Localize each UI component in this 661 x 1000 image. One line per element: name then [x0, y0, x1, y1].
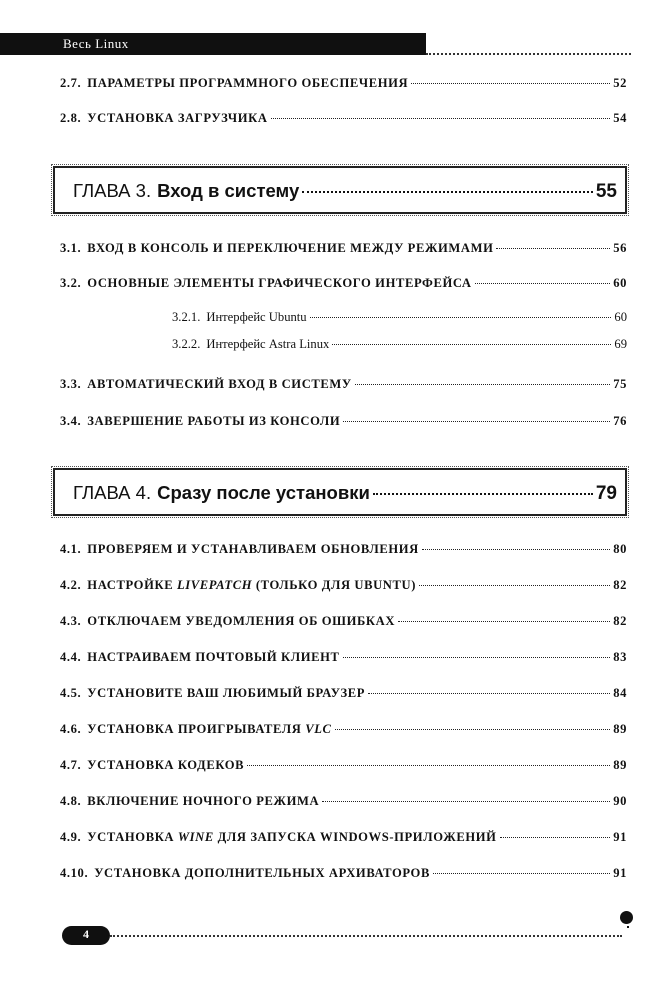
toc-entry-page: 89 [613, 758, 627, 772]
leader-dots [355, 384, 610, 385]
toc-entry-title: ОТКЛЮЧАЕМ УВЕДОМЛЕНИЯ ОБ ОШИБКАХ [87, 614, 396, 628]
toc-entry-title: ЗАВЕРШЕНИЕ РАБОТЫ ИЗ КОНСОЛИ [87, 414, 341, 428]
toc-entry-4-7[interactable] [60, 758, 627, 773]
toc-entry-number: 2.8. [60, 111, 82, 125]
leader-dots [398, 621, 610, 622]
toc-entry-title: УСТАНОВКА КОДЕКОВ [87, 758, 245, 772]
toc-entry-title: ВХОД В КОНСОЛЬ И ПЕРЕКЛЮЧЕНИЕ МЕЖДУ РЕЖИМАМИ [87, 241, 494, 255]
leader-dots [373, 493, 593, 495]
toc-title-part: НАСТРОЙКЕ [87, 578, 177, 592]
chapter-label: ГЛАВА 3. [73, 180, 152, 201]
toc-entry-title: ПАРАМЕТРЫ ПРОГРАММНОГО ОБЕСПЕЧЕНИЯ [87, 76, 409, 90]
toc-entry-page: 52 [613, 76, 627, 90]
toc-entry-2-8[interactable] [60, 111, 627, 126]
toc-title-part: УСТАНОВКА ПРОИГРЫВАТЕЛЯ [87, 722, 306, 736]
leader-dots [475, 283, 611, 284]
toc-entry-title: АВТОМАТИЧЕСКИЙ ВХОД В СИСТЕМУ [87, 377, 352, 391]
toc-entry-4-10[interactable] [60, 866, 627, 881]
leader-dots [335, 729, 611, 730]
toc-entry-number: 4.5. [60, 686, 82, 700]
toc-entry-page: 75 [613, 377, 627, 391]
toc-entry-number: 4.10. [60, 866, 89, 880]
toc-entry-page: 60 [613, 276, 627, 290]
toc-entry-number: 3.2. [60, 276, 82, 290]
toc-entry-number: 4.7. [60, 758, 82, 772]
toc-entry-title: ОСНОВНЫЕ ЭЛЕМЕНТЫ ГРАФИЧЕСКОГО ИНТЕРФЕЙСА [87, 276, 472, 290]
toc-entry-4-5[interactable] [60, 686, 627, 701]
leader-dots [433, 873, 610, 874]
toc-entry-number: 3.4. [60, 414, 82, 428]
toc-entry-title: УСТАНОВКА ЗАГРУЗЧИКА [87, 111, 268, 125]
toc-entry-page: 83 [613, 650, 627, 664]
toc-entry-number: 4.3. [60, 614, 82, 628]
toc-entry-4-4[interactable] [60, 650, 627, 665]
chapter-page: 55 [595, 181, 617, 202]
toc-entry-3-1[interactable] [60, 241, 627, 256]
footer-dot-icon [627, 926, 629, 928]
toc-title-italic: LIVEPATCH [176, 578, 253, 592]
toc-entry-3-2[interactable] [60, 276, 627, 291]
toc-entry-number: 2.7. [60, 76, 82, 90]
leader-dots [419, 585, 610, 586]
toc-entry-title: ВКЛЮЧЕНИЕ НОЧНОГО РЕЖИМА [87, 794, 320, 808]
toc-title-italic: WINE [177, 830, 214, 844]
toc-entry-3-3[interactable] [60, 377, 627, 392]
toc-entry-4-3[interactable] [60, 614, 627, 629]
toc-entry-title [87, 830, 496, 845]
toc-entry-number: 4.2. [60, 578, 82, 592]
toc-title-italic: VLC [305, 722, 332, 736]
leader-dots [343, 421, 610, 422]
footer-dotted-rule [110, 935, 622, 937]
toc-entry-title: ПРОВЕРЯЕМ И УСТАНАВЛИВАЕМ ОБНОВЛЕНИЯ [87, 542, 419, 556]
toc-title-part: УСТАНОВКА [87, 830, 178, 844]
leader-dots [411, 83, 610, 84]
toc-title-part: (ТОЛЬКО ДЛЯ UBUNTU) [252, 578, 416, 592]
toc-entry-3-2-2[interactable] [172, 337, 627, 352]
toc-entry-page: 90 [613, 794, 627, 808]
toc-entry-page: 91 [613, 830, 627, 844]
toc-entry-page: 82 [613, 578, 627, 592]
toc-entry-title: УСТАНОВИТЕ ВАШ ЛЮБИМЫЙ БРАУЗЕР [87, 686, 366, 700]
leader-dots [368, 693, 610, 694]
leader-dots [343, 657, 611, 658]
toc-entry-page: 91 [613, 866, 627, 880]
toc-entry-number: 4.9. [60, 830, 82, 844]
toc-entry-3-2-1[interactable] [172, 310, 627, 325]
toc-entry-4-8[interactable] [60, 794, 627, 809]
leader-dots [271, 118, 611, 119]
toc-entry-4-6[interactable] [60, 722, 627, 737]
page-number: 4 [83, 927, 89, 941]
chapter-4-heading[interactable] [53, 468, 627, 516]
toc-entry-number: 4.1. [60, 542, 82, 556]
toc-entry-4-1[interactable] [60, 542, 627, 557]
toc-entry-number: 3.2.1. [172, 310, 201, 324]
chapter-title: Вход в систему [157, 180, 300, 201]
toc-entry-title: Интерфейс Astra Linux [206, 337, 330, 351]
footer-bullet-icon [620, 911, 633, 924]
toc-entry-number: 3.1. [60, 241, 82, 255]
toc-title-part: ДЛЯ ЗАПУСКА WINDOWS-ПРИЛОЖЕНИЙ [213, 830, 497, 844]
toc-entry-page: 56 [613, 241, 627, 255]
leader-dots [496, 248, 610, 249]
leader-dots [500, 837, 611, 838]
toc-entry-page: 80 [613, 542, 627, 556]
toc-entry-4-2[interactable] [60, 578, 627, 593]
toc-entry-title: Интерфейс Ubuntu [206, 310, 307, 324]
toc-entry-page: 76 [613, 414, 627, 428]
leader-dots [310, 317, 612, 318]
toc-entry-page: 89 [613, 722, 627, 736]
toc-entry-number: 4.8. [60, 794, 82, 808]
leader-dots [332, 344, 611, 345]
chapter-title: Сразу после установки [157, 482, 370, 503]
toc-entry-title [87, 578, 416, 593]
toc-entry-title: НАСТРАИВАЕМ ПОЧТОВЫЙ КЛИЕНТ [87, 650, 340, 664]
toc-entry-title: УСТАНОВКА ДОПОЛНИТЕЛЬНЫХ АРХИВАТОРОВ [94, 866, 430, 880]
leader-dots [247, 765, 610, 766]
chapter-page: 79 [595, 483, 617, 504]
running-header-title: Весь Linux [63, 36, 129, 51]
chapter-3-heading[interactable] [53, 166, 627, 214]
toc-entry-page: 54 [613, 111, 627, 125]
toc-entry-2-7[interactable] [60, 76, 627, 91]
toc-entry-3-4[interactable] [60, 414, 627, 429]
leader-dots [322, 801, 610, 802]
chapter-label: ГЛАВА 4. [73, 482, 152, 503]
toc-entry-page: 84 [613, 686, 627, 700]
toc-entry-page: 69 [614, 337, 627, 351]
leader-dots [302, 191, 593, 193]
toc-entry-number: 4.6. [60, 722, 82, 736]
toc-entry-number: 3.3. [60, 377, 82, 391]
leader-dots [422, 549, 610, 550]
toc-entry-number: 3.2.2. [172, 337, 201, 351]
header-dotted-rule [426, 53, 631, 55]
toc-entry-number: 4.4. [60, 650, 82, 664]
toc-entry-title [87, 722, 331, 737]
toc-entry-page: 82 [613, 614, 627, 628]
toc-entry-page: 60 [614, 310, 627, 324]
toc-entry-4-9[interactable] [60, 830, 627, 845]
